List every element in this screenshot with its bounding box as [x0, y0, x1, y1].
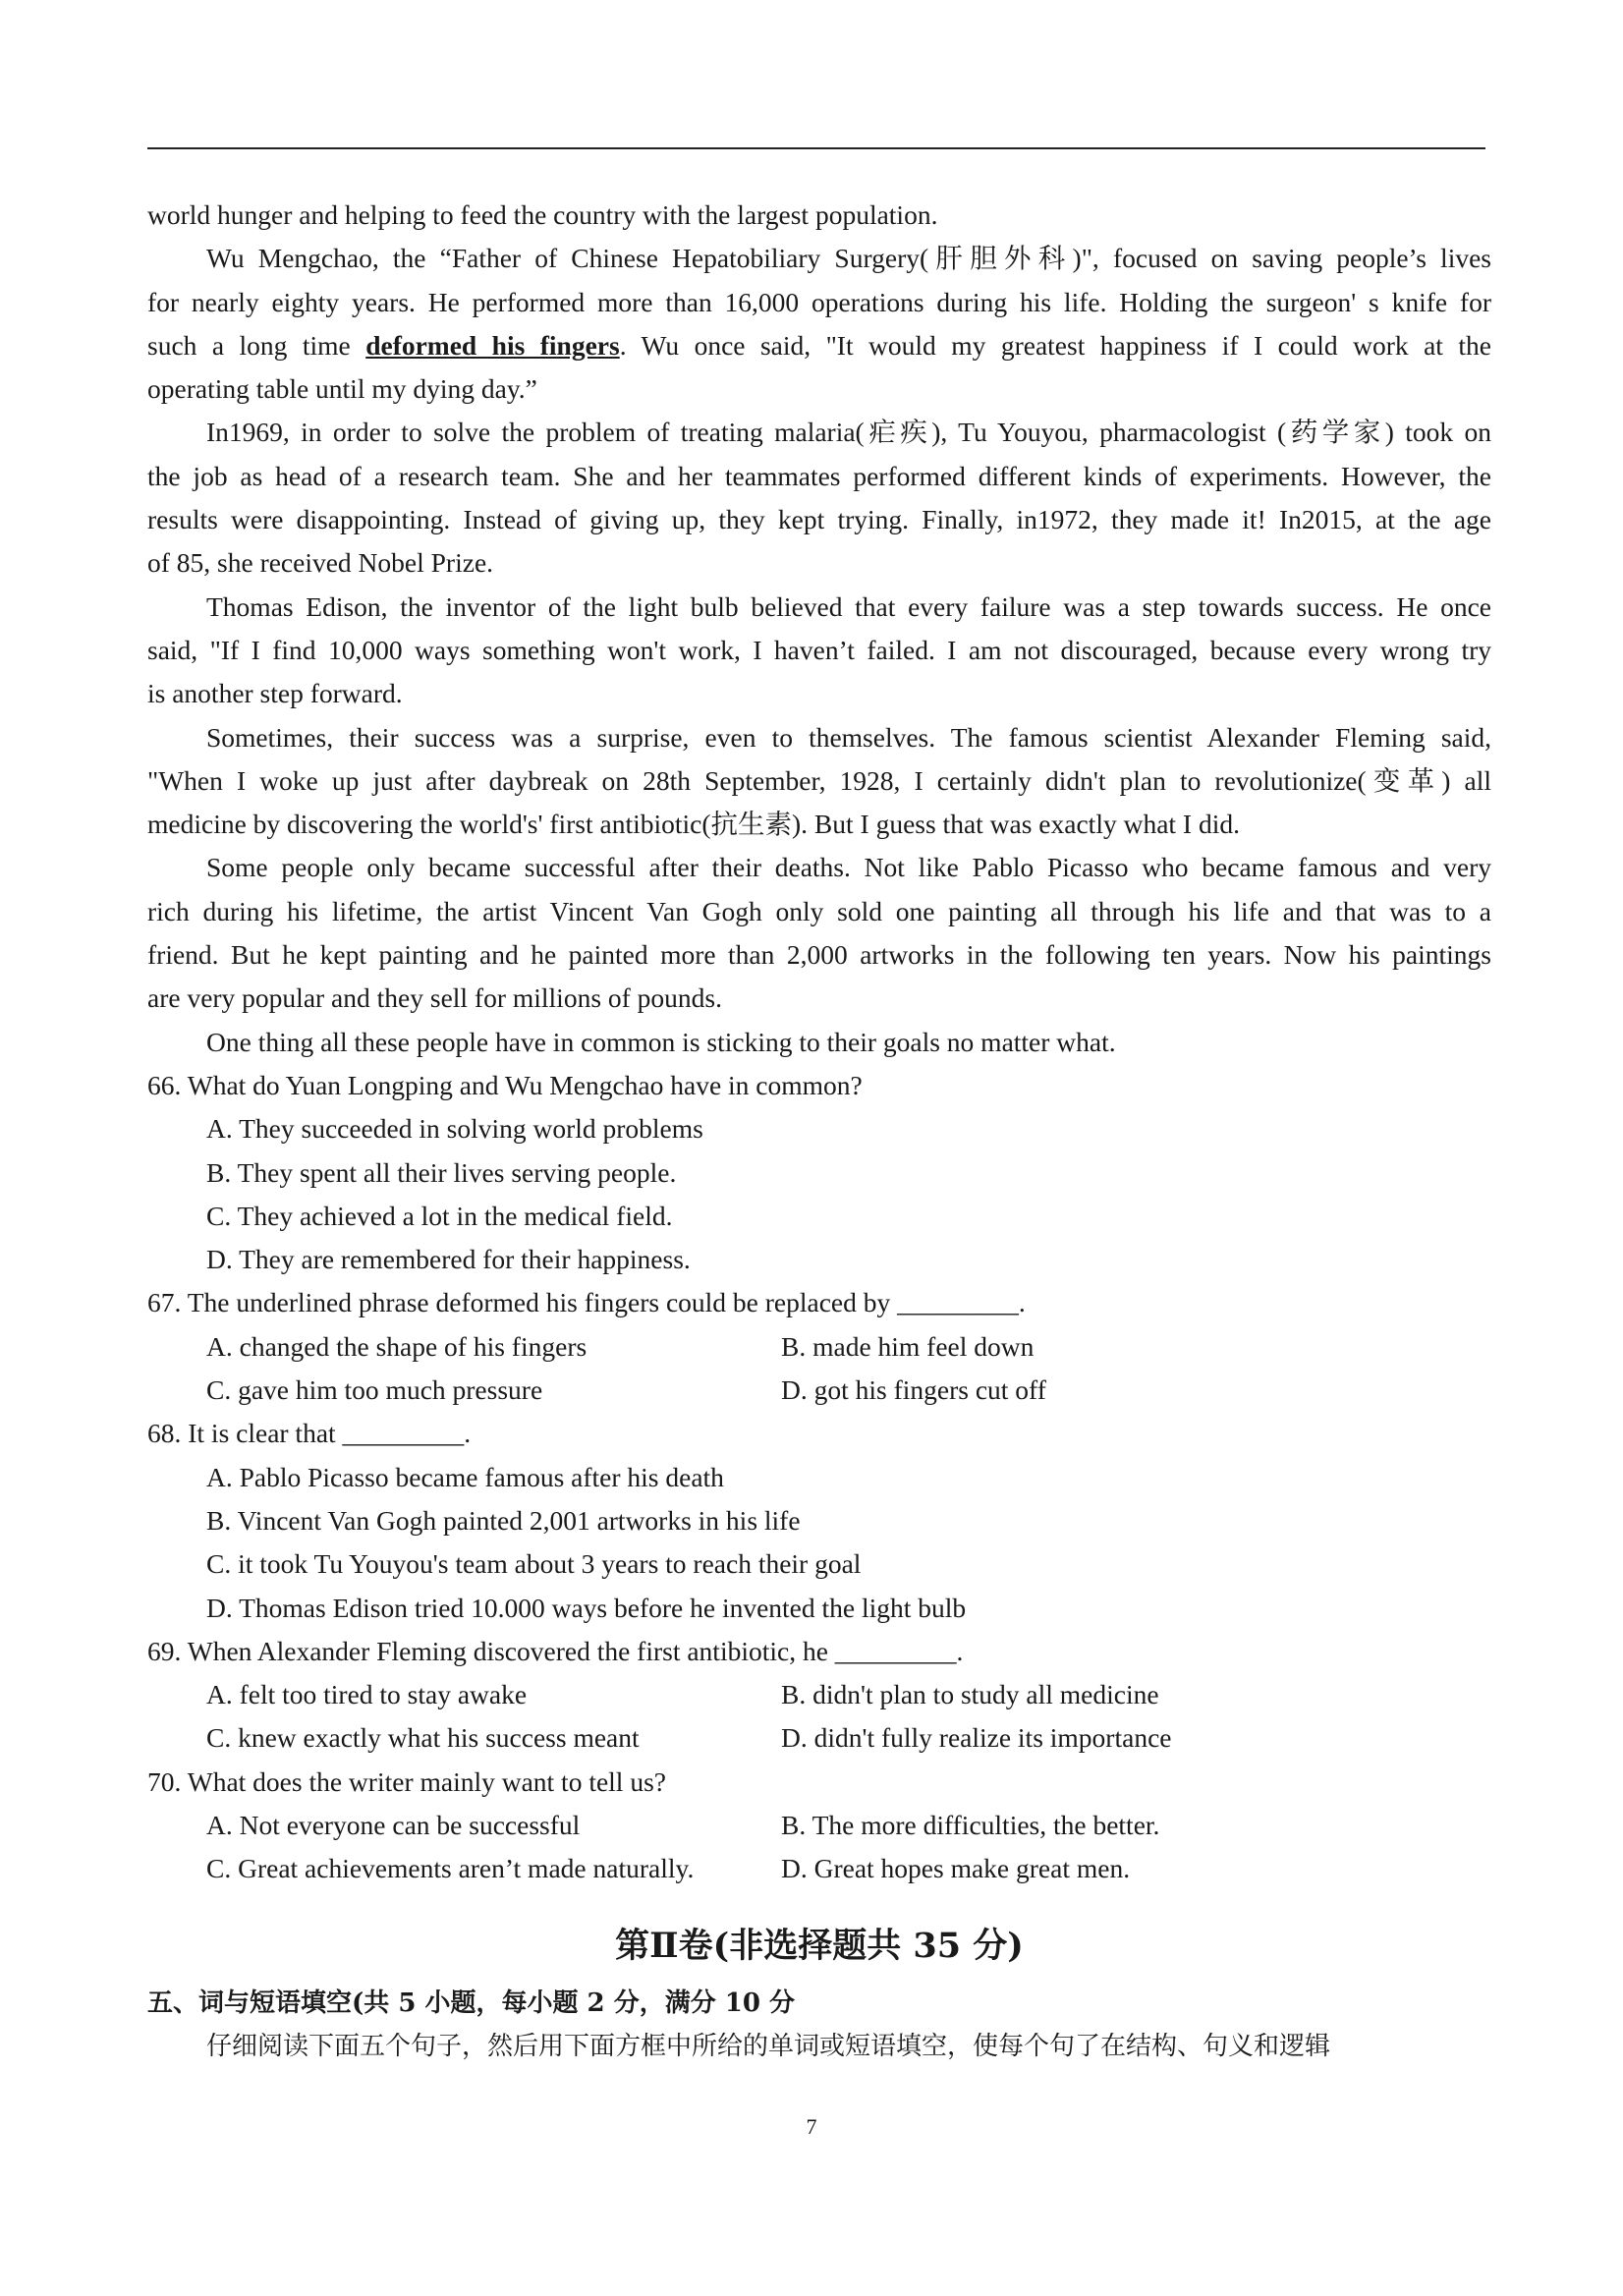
question-66	[147, 1064, 1491, 1281]
passage-line: world hunger and helping to feed the country with the largest population.	[147, 199, 938, 230]
option-a[interactable]: A. Pablo Picasso became famous after his death	[206, 1461, 724, 1492]
passage-line: are very popular and they sell for millions of pounds.	[147, 982, 723, 1014]
passage-text: such a long time	[147, 329, 366, 361]
passage-line: Thomas Edison, the inventor of the light bulb believed that every failure was a step towards success. He once	[206, 590, 1491, 622]
question-70	[147, 1761, 1491, 1891]
option-row	[147, 1369, 1491, 1412]
exam-page	[147, 194, 1491, 2068]
page-number: 7	[806, 2114, 817, 2139]
section-title: 第Ⅱ卷(非选择题共 35 分)	[615, 1925, 1024, 1966]
passage-line: operating table until my dying day.”	[147, 373, 537, 405]
passage-line: said, "If I find 10,000 ways something won't work, I haven’t failed. I am not discouraged, because every wrong try	[147, 634, 1491, 665]
passage-line: "When I woke up just after daybreak on 28th September, 1928, I certainly didn't plan to revolutionize(变革) all	[147, 764, 1491, 796]
question-stem: 70. What does the writer mainly want to tell us?	[147, 1765, 666, 1797]
option-row	[147, 1847, 1491, 1890]
passage-line: Sometimes, their success was a surprise, even to themselves. The famous scientist Alexander Fleming said,	[206, 721, 1491, 753]
question-67	[147, 1281, 1491, 1412]
question-stem: 67. The underlined phrase deformed his fingers could be replaced by _________.	[147, 1287, 1026, 1318]
section-subtitle: 五、词与短语填空(共 5 小题，每小题 2 分，满分 10 分	[147, 1988, 795, 2018]
passage-line: One thing all these people have in common is sticking to their goals no matter what.	[206, 1026, 1116, 1057]
option-d[interactable]: D. Great hopes make great men.	[781, 1853, 1131, 1884]
header-rule	[147, 147, 1485, 149]
underlined-phrase: deformed his fingers	[365, 329, 620, 361]
option-a[interactable]: A. felt too tired to stay awake	[206, 1679, 528, 1710]
option-c[interactable]: C. Great achievements aren’t made naturally.	[206, 1853, 695, 1884]
passage-line: is another step forward.	[147, 678, 403, 709]
passage-line: results were disappointing. Instead of giving up, they kept trying. Finally, in1972, they made it! In2015, at the age	[147, 504, 1491, 535]
question-68	[147, 1412, 1491, 1629]
passage-line: Some people only became successful after their deaths. Not like Pablo Picasso who became famous and very	[206, 852, 1491, 883]
option-b[interactable]: B. Vincent Van Gogh painted 2,001 artworks in his life	[206, 1504, 801, 1536]
option-row	[147, 1716, 1491, 1760]
option-a[interactable]: A. Not everyone can be successful	[206, 1809, 581, 1840]
option-b[interactable]: B. made him feel down	[781, 1330, 1035, 1362]
option-c[interactable]: C. knew exactly what his success meant	[206, 1722, 640, 1754]
passage-text: . Wu once said, "It would my greatest happiness if I could work at the	[619, 329, 1491, 361]
question-stem: 68. It is clear that _________.	[147, 1418, 472, 1449]
passage-line: the job as head of a research team. She and her teammates performed different kinds of experiments. However, the	[147, 460, 1491, 491]
passage-line: Wu Mengchao, the “Father of Chinese Hepatobiliary Surgery(肝胆外科)", focused on saving people’s lives	[206, 243, 1491, 274]
option-d[interactable]: D. Thomas Edison tried 10.000 ways before he invented the light bulb	[206, 1592, 967, 1623]
passage-line: for nearly eighty years. He performed more than 16,000 operations during his life. Holding the surgeon' s knife for	[147, 286, 1491, 317]
option-c[interactable]: C. They achieved a lot in the medical field.	[206, 1200, 673, 1231]
option-b[interactable]: B. didn't plan to study all medicine	[781, 1679, 1159, 1710]
option-c[interactable]: C. gave him too much pressure	[206, 1374, 543, 1406]
option-row	[147, 1804, 1491, 1847]
option-b[interactable]: B. The more difficulties, the better.	[781, 1809, 1160, 1840]
passage-line: of 85, she received Nobel Prize.	[147, 547, 494, 579]
section-instructions: 仔细阅读下面五个句子，然后用下面方框中所给的单词或短语填空，使每个句了在结构、句义和逻辑	[206, 2031, 1331, 2061]
option-d[interactable]: D. They are remembered for their happiness.	[206, 1244, 691, 1275]
passage-line: medicine by discovering the world's' first antibiotic(抗生素). But I guess that was exactly what I did.	[147, 809, 1240, 840]
question-stem: 66. What do Yuan Longping and Wu Mengchao have in common?	[147, 1069, 863, 1100]
option-row	[147, 1325, 1491, 1369]
passage-line: friend. But he kept painting and he painted more than 2,000 artworks in the following ten years. Now his paintings	[147, 939, 1491, 971]
question-stem: 69. When Alexander Fleming discovered the first antibiotic, he _________.	[147, 1635, 964, 1666]
passage-line: rich during his lifetime, the artist Vincent Van Gogh only sold one painting all through his life and that was to a	[147, 895, 1491, 926]
passage-line	[147, 324, 1491, 367]
option-a[interactable]: A. They succeeded in solving world problems	[206, 1113, 703, 1145]
option-a[interactable]: A. changed the shape of his fingers	[206, 1330, 588, 1362]
reading-passage	[147, 194, 1491, 1064]
option-b[interactable]: B. They spent all their lives serving people.	[206, 1156, 677, 1188]
option-d[interactable]: D. didn't fully realize its importance	[781, 1722, 1172, 1754]
question-69	[147, 1630, 1491, 1761]
passage-line: In1969, in order to solve the problem of treating malaria(疟疾), Tu Youyou, pharmacologist (药学家) took on	[206, 417, 1491, 448]
option-d[interactable]: D. got his fingers cut off	[781, 1374, 1046, 1406]
option-c[interactable]: C. it took Tu Youyou's team about 3 years to reach their goal	[206, 1548, 862, 1580]
option-row	[147, 1673, 1491, 1716]
